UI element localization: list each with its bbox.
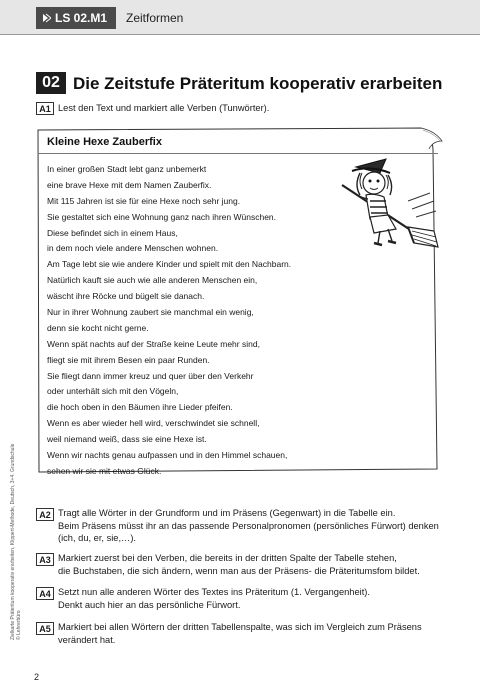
story-line: fliegt sie mit ihrem Besen ein paar Runden. [47, 354, 210, 365]
task-text-a1 [58, 102, 458, 115]
story-line: in dem noch viele andere Menschen wohnen. [47, 243, 219, 254]
story-line: die hoch oben in den Bäumen ihre Lieder pfeifen. [47, 402, 233, 413]
page-number: 2 [34, 672, 40, 682]
story-line: Nur in ihrer Wohnung zaubert sie manchmal ein wenig, [47, 307, 254, 318]
arrow-icon [41, 13, 51, 23]
story-line: Natürlich kauft sie auch wie alle anderen Menschen ein, [47, 275, 258, 286]
story-line: Wenn es aber wieder hell wird, verschwindet sie schnell, [47, 418, 260, 429]
task-text-a2 [58, 507, 458, 545]
lesson-code: LS 02.M1 [55, 11, 108, 25]
task-line: Beim Präsens müsst ihr an das passende Personalpronomen (persönliches Fürwort) denken [58, 520, 439, 531]
task-line: die Buchstaben, die sich ändern, wenn man aus der Präsens- die Präteritumsfom bildet. [58, 565, 420, 576]
task-text-a5 [58, 621, 458, 646]
task-label-a1: A1 [36, 102, 54, 115]
task-line: Setzt nun alle anderen Wörter des Textes ins Präteritum (1. Vergangenheit). [58, 587, 370, 597]
side-note-line: © Lehrerbüro [16, 610, 22, 640]
story-line: Diese befindet sich in einem Haus, [47, 227, 178, 238]
task-line: verändert hat. [58, 634, 116, 645]
task-label-a3: A3 [36, 553, 54, 566]
story-line: Wenn wir nachts genau aufpassen und in den Himmel schauen, [47, 450, 288, 461]
story-line: Sie fliegt dann immer kreuz und quer über den Verkehr [47, 370, 254, 381]
task-text-a3 [58, 552, 458, 577]
task-text-a4 [58, 586, 458, 611]
section-number-badge: 02 [36, 72, 66, 94]
task-line: Tragt alle Wörter in der Grundform und im Präsens (Gegenwart) in die Tabelle ein. [58, 508, 396, 518]
story-line: weil niemand weiß, dass sie eine Hexe ist. [47, 434, 207, 445]
story-text [47, 162, 347, 480]
side-note-line: Zielkarte Präteritum kooperativ erarbeiten, Klippert-Methode, Deutsch, 3+4. Grundschule [10, 443, 16, 640]
task-line: Denkt auch hier an das persönliche Fürwort. [58, 599, 241, 610]
story-line: Mit 115 Jahren ist sie für eine Hexe noch sehr jung. [47, 195, 241, 206]
task-label-a2: A2 [36, 508, 54, 521]
story-title: Kleine Hexe Zauberfix [47, 136, 162, 148]
task-line: (ich, du, er, sie,…). [58, 533, 137, 543]
section-title: Die Zeitstufe Präteritum kooperativ erarbeiten [73, 74, 443, 93]
task-line: Markiert zuerst bei den Verben, die bereits in der dritten Spalte der Tabelle stehen, [58, 553, 397, 563]
story-line: wäscht ihre Röcke und bügelt sie danach. [47, 291, 205, 302]
task-line: Markiert bei allen Wörtern der dritten Tabellenspalte, was sich im Vergleich zum Präsens [58, 622, 422, 632]
story-line: sehen wir sie mit etwas Glück. [47, 465, 162, 476]
story-line: In einer großen Stadt lebt ganz unbemerkt [47, 164, 207, 174]
task-label-a4: A4 [36, 587, 54, 600]
story-line: Wenn spät nachts auf der Straße keine Leute mehr sind, [47, 338, 260, 349]
header-divider [0, 34, 480, 35]
story-line: eine brave Hexe mit dem Namen Zauberfix. [47, 179, 212, 190]
story-line: Am Tage lebt sie wie andere Kinder und spielt mit den Nachbarn. [47, 259, 292, 270]
story-divider [38, 153, 438, 154]
story-line: denn sie kocht nicht gerne. [47, 322, 149, 333]
header-title: Zeitformen [126, 11, 184, 25]
task-label-a5: A5 [36, 622, 54, 635]
witch-on-broom-illustration [330, 155, 440, 255]
lesson-code-tag [36, 7, 116, 29]
task-line: Lest den Text und markiert alle Verben (Tunwörter). [58, 103, 270, 113]
story-line: Sie gestaltet sich eine Wohnung ganz nach ihren Wünschen. [47, 211, 277, 222]
side-note [10, 443, 22, 640]
story-line: oder unterhält sich mit den Vögeln, [47, 386, 179, 397]
